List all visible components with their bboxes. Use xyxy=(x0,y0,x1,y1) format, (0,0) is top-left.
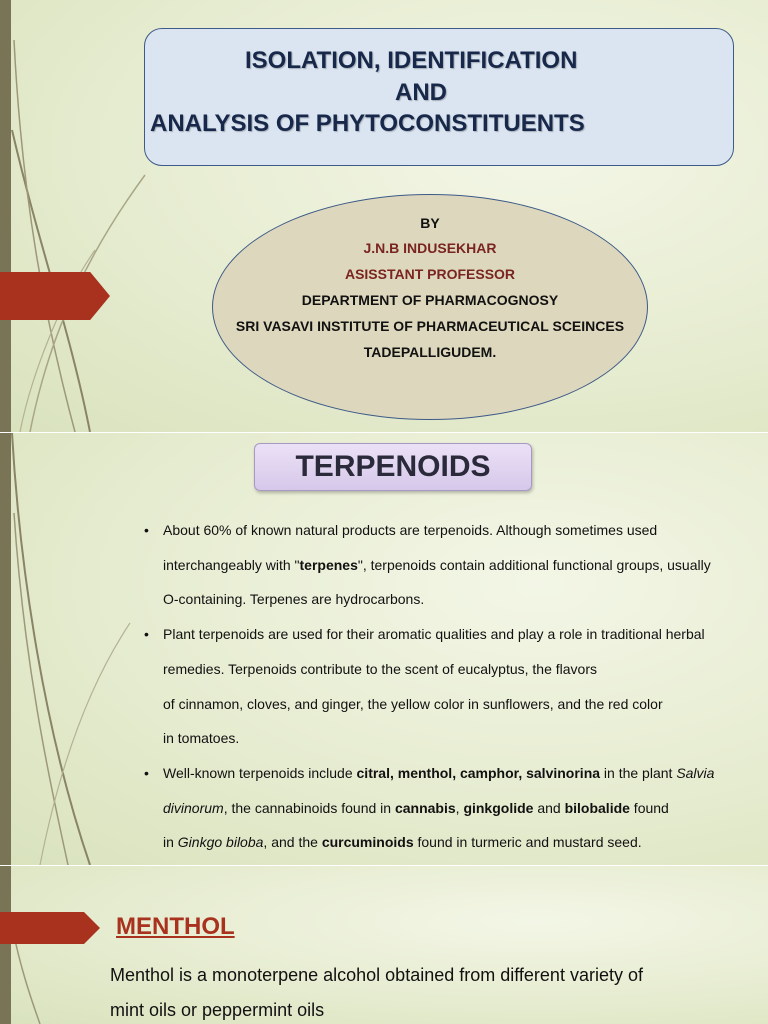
bullet-marker: • xyxy=(144,522,149,538)
bullet-2-line-1: Plant terpenoids are used for their aromatic qualities and play a role in traditional herbal xyxy=(163,626,705,643)
bullet-3-line-2: divinorum, the cannabinoids found in cannabis, ginkgolide and bilobalide found xyxy=(163,799,669,816)
accent-arrow-tab xyxy=(0,272,110,320)
title-line-3: ANALYSIS OF PHYTOCONSTITUENTS xyxy=(150,110,585,137)
bullet-2-line-4: in tomatoes. xyxy=(163,730,240,747)
bullet-1-line-3: O-containing. Terpenes are hydrocarbons. xyxy=(163,591,425,608)
bullet-marker: • xyxy=(144,626,149,643)
accent-arrow-tab xyxy=(0,912,100,944)
bullet-3-line-3: in Ginkgo biloba, and the curcuminoids found in turmeric and mustard seed. xyxy=(163,834,642,851)
bullet-1-line-1: About 60% of known natural products are terpenoids. Although sometimes used xyxy=(163,522,658,538)
author-place: TADEPALLIGUDEM. xyxy=(363,344,497,360)
menthol-heading: MENTHOL xyxy=(116,913,235,940)
author-by: BY xyxy=(420,215,440,231)
bullet-marker: • xyxy=(144,764,149,781)
bullet-2-line-2: remedies. Terpenoids contribute to the scent of eucalyptus, the flavors xyxy=(163,660,597,677)
menthol-body-line-1: Menthol is a monoterpene alcohol obtained from different variety of xyxy=(110,965,643,985)
author-institute: SRI VASAVI INSTITUTE OF PHARMACEUTICAL SCEINCES xyxy=(235,318,625,334)
terpenoids-slide xyxy=(0,433,768,865)
bullet-3-line-1: Well-known terpenoids include citral, menthol, camphor, salvinorina in the plant Salvia xyxy=(163,764,715,781)
bullet-1-line-2: interchangeably with "terpenes", terpenoids contain additional functional groups, usually xyxy=(163,556,711,573)
author-department: DEPARTMENT OF PHARMACOGNOSY xyxy=(301,292,559,308)
author-name: J.N.B INDUSEKHAR xyxy=(363,240,497,256)
author-oval xyxy=(212,194,648,420)
menthol-body-line-2: mint oils or peppermint oils xyxy=(110,1000,325,1020)
title-box xyxy=(144,28,734,166)
author-designation: ASISSTANT PROFESSOR xyxy=(344,266,516,282)
bullet-2-line-3: of cinnamon, cloves, and ginger, the yellow color in sunflowers, and the red color xyxy=(163,695,663,712)
title-slide xyxy=(0,0,768,432)
menthol-slide xyxy=(0,866,768,1024)
title-line-1: ISOLATION, IDENTIFICATION xyxy=(245,47,578,74)
title-line-2: AND xyxy=(395,79,447,106)
terpenoids-heading: TERPENOIDS xyxy=(254,443,532,491)
